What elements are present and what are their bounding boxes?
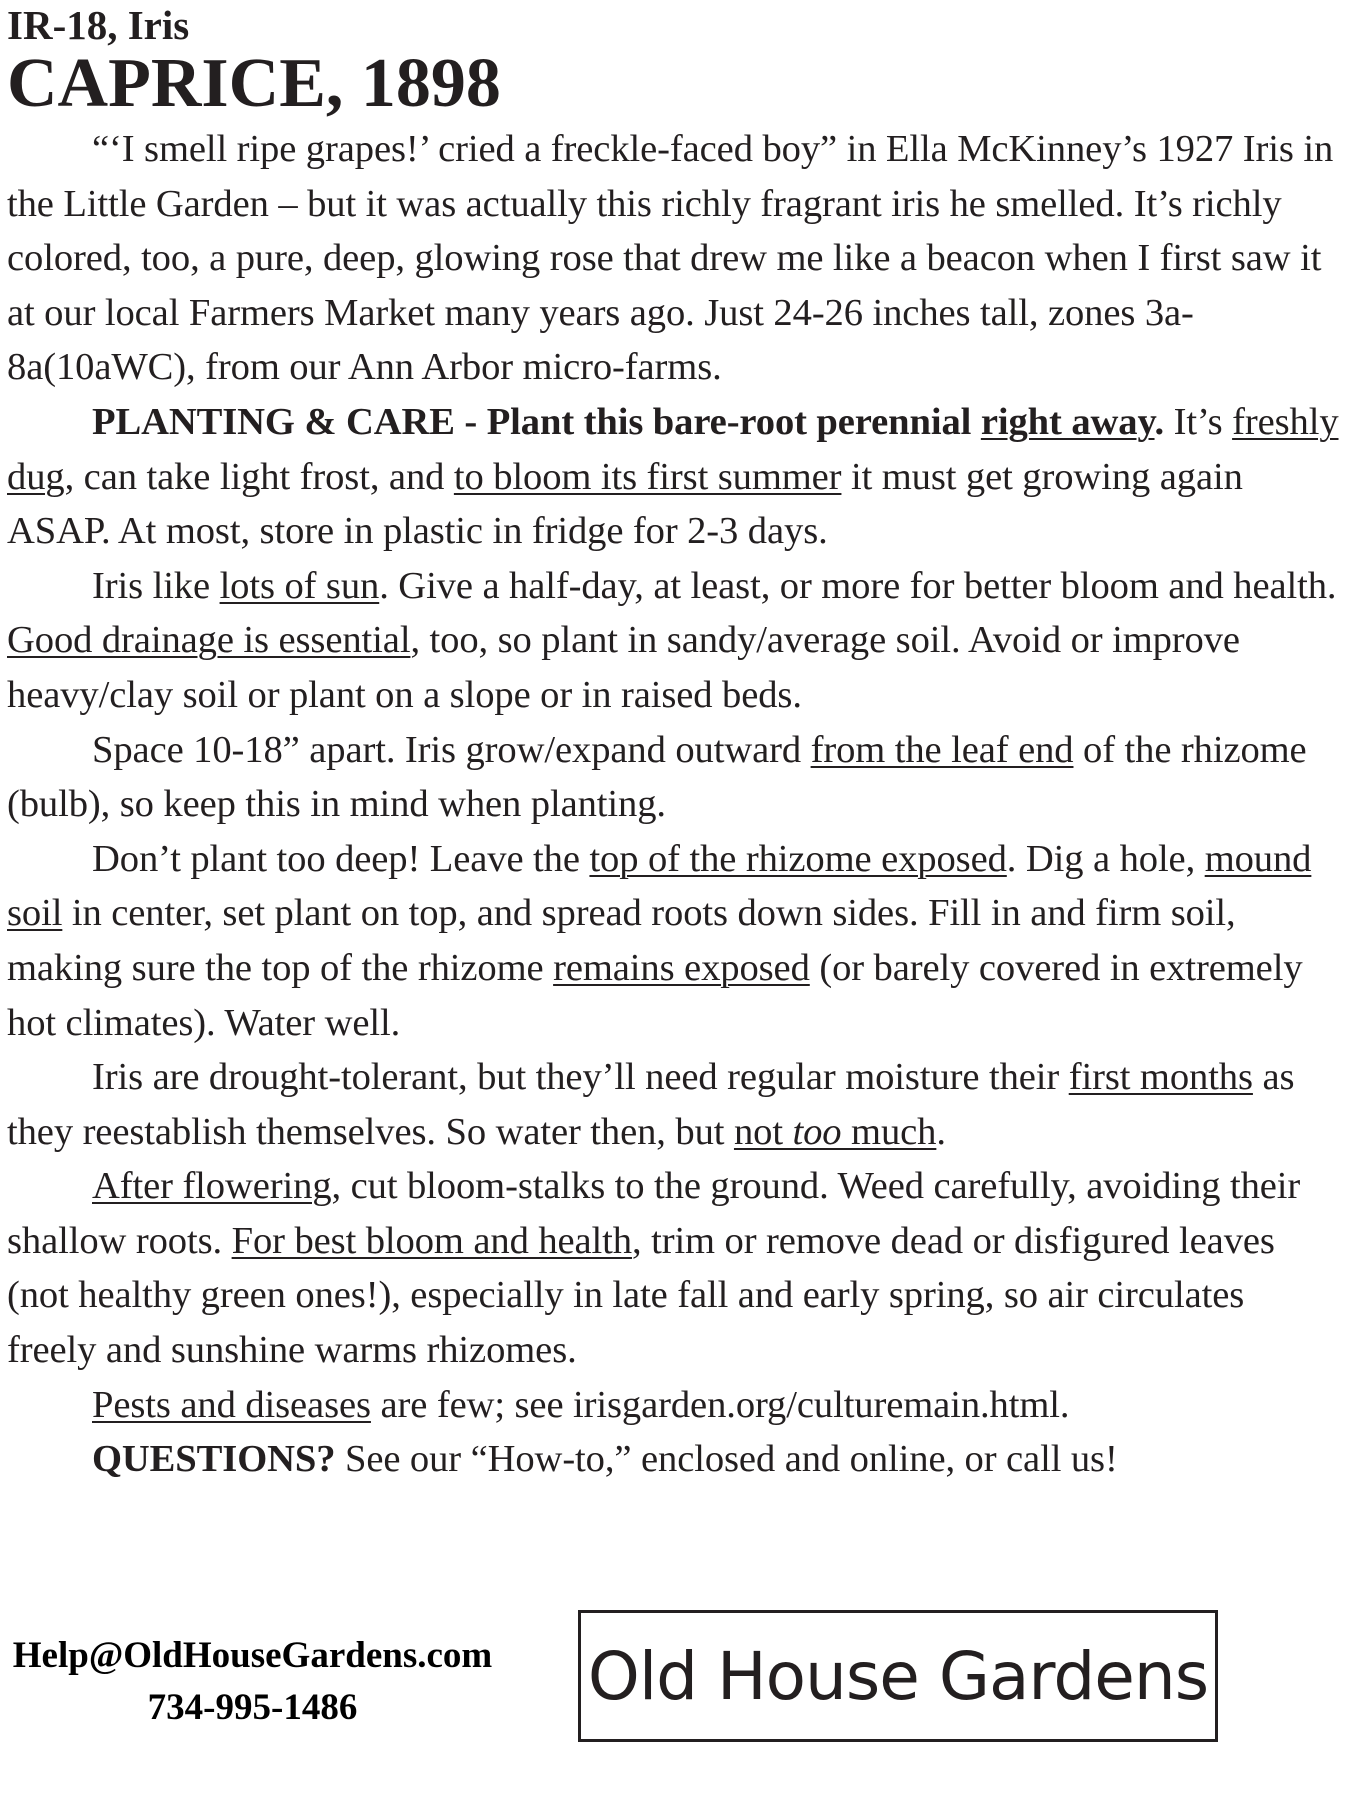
planting-paragraph: PLANTING & CARE - Plant this bare-root perennial right away. It’s freshly dug, can take light frost, and to bloom its first summer it must get growing again ASAP. At most, store in plastic in fridge for 2-3 days. bbox=[7, 400, 1339, 553]
product-title: CAPRICE, 1898 bbox=[7, 45, 501, 122]
email-address[interactable]: Help@OldHouseGardens.com bbox=[12, 1635, 493, 1676]
planting-heading: PLANTING & CARE - Plant this bare-root perennial right away. bbox=[92, 400, 1165, 443]
space-paragraph: Space 10-18” apart. Iris grow/expand outward from the leaf end of the rhizome (bulb), so keep this in mind when planting. bbox=[7, 728, 1307, 826]
contact-info bbox=[0, 1630, 505, 1734]
after-flowering-paragraph: After flowering, cut bloom-stalks to the ground. Weed carefully, avoiding their shallow roots. For best bloom and health, trim or remove dead or disfigured leaves (not healthy green ones!), especially in late fall and early spring, so air circulates freely and sunshine warms rhizomes. bbox=[7, 1165, 1301, 1372]
product-code: IR-18, Iris bbox=[7, 2, 190, 48]
depth-paragraph: Don’t plant too deep! Leave the top of the rhizome exposed. Dig a hole, mound soil in center, set plant on top, and spread roots down sides. Fill in and firm soil, making sure the top of the rhizome remains exposed (or barely covered in extremely hot climates). Water well. bbox=[7, 837, 1312, 1044]
pests-paragraph: Pests and diseases are few; see irisgarden.org/culturemain.html. bbox=[92, 1383, 1070, 1426]
logo-text: Old House Gardens bbox=[587, 1637, 1209, 1715]
document-page bbox=[7, 0, 1343, 1487]
drought-paragraph: Iris are drought-tolerant, but they’ll need regular moisture their first months as they reestablish themselves. So water then, but not too much. bbox=[7, 1056, 1295, 1153]
intro-paragraph: “‘I smell ripe grapes!’ cried a freckle-faced boy” in Ella McKinney’s 1927 Iris in the Little Garden – but it was actually this richly fragrant iris he smelled. It’s richly colored, too, a pure, deep, glowing rose that drew me like a beacon when I first saw it at our local Farmers Market many years ago. Just 24-26 inches tall, zones 3a-8a(10aWC), from our Ann Arbor micro-farms. bbox=[7, 128, 1334, 389]
sun-paragraph: Iris like lots of sun. Give a half-day, at least, or more for better bloom and health. Good drainage is essential, too, so plant in sandy/average soil. Avoid or improve heavy/clay soil or plant on a slope or in raised beds. bbox=[7, 564, 1337, 716]
phone-number: 734-995-1486 bbox=[147, 1687, 358, 1728]
questions-paragraph: QUESTIONS? See our “How-to,” enclosed and online, or call us! bbox=[92, 1438, 1118, 1481]
company-logo bbox=[578, 1610, 1218, 1742]
body-text bbox=[7, 122, 1343, 1487]
